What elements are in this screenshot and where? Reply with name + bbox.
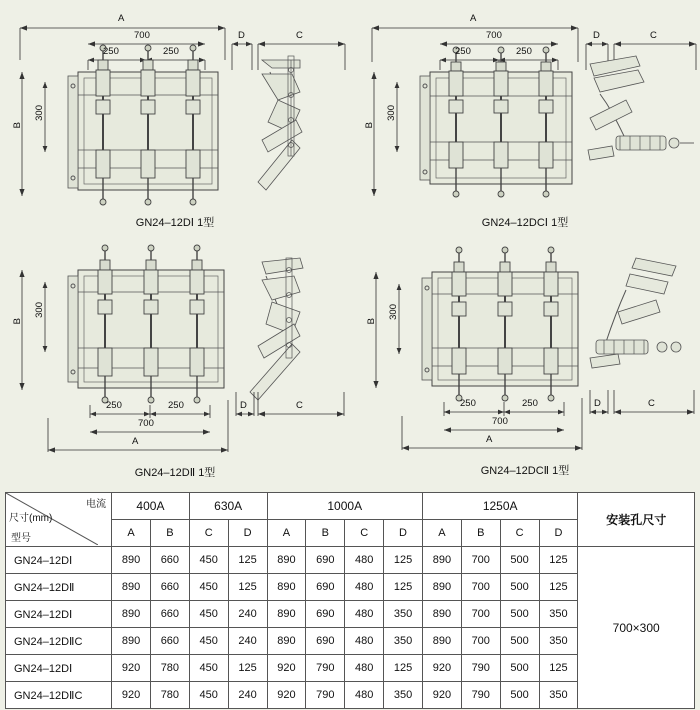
- cell: 450: [189, 601, 228, 628]
- cell: 480: [345, 655, 384, 682]
- dim-label-250-right: 250: [522, 398, 538, 409]
- cell: 920: [422, 655, 461, 682]
- cell: 240: [228, 601, 267, 628]
- dim-label-300: 300: [386, 105, 397, 121]
- sub-header-a-2: A: [267, 520, 306, 547]
- cell: 125: [539, 655, 578, 682]
- cell: 480: [345, 574, 384, 601]
- table-header-row-groups: [6, 493, 695, 520]
- dim-label-D: D: [238, 30, 245, 41]
- cell: 480: [345, 682, 384, 709]
- cell: 690: [306, 547, 345, 574]
- cell: 890: [112, 628, 151, 655]
- cell: 125: [228, 655, 267, 682]
- row-model: GN24–12DⅡC: [6, 682, 112, 709]
- caption-gn24-12dc-ii: GN24–12DCⅡ 1型: [480, 465, 570, 477]
- cell: 890: [267, 574, 306, 601]
- sub-header-b-1: B: [150, 520, 189, 547]
- cell: 350: [384, 601, 423, 628]
- dim-label-250-left: 250: [106, 400, 122, 411]
- group-header-630a: 630A: [189, 493, 267, 520]
- cell: 350: [384, 682, 423, 709]
- dim-label-A: A: [486, 434, 493, 445]
- dim-label-D: D: [593, 30, 600, 41]
- cell: 500: [500, 682, 539, 709]
- dim-label-C: C: [296, 30, 303, 41]
- cell: 700: [461, 574, 500, 601]
- cell: 480: [345, 601, 384, 628]
- sub-header-c-3: C: [500, 520, 539, 547]
- caption-gn24-12d-i: GN24–12DⅠ 1型: [135, 217, 215, 229]
- dim-label-250-right: 250: [516, 46, 532, 57]
- dim-label-A: A: [470, 13, 477, 24]
- cell: 780: [150, 655, 189, 682]
- cell: 660: [150, 628, 189, 655]
- cell: 450: [189, 655, 228, 682]
- cell: 240: [228, 682, 267, 709]
- cell: 125: [539, 547, 578, 574]
- cell: 350: [384, 628, 423, 655]
- cell: 790: [306, 655, 345, 682]
- dim-label-300: 300: [34, 302, 45, 318]
- switchgear-side-view: [250, 258, 303, 400]
- cell: 450: [189, 547, 228, 574]
- corner-current-label: 电流: [86, 499, 107, 510]
- group-header-400a: 400A: [112, 493, 190, 520]
- switchgear-side-view: [590, 258, 681, 368]
- cell: 240: [228, 628, 267, 655]
- dim-label-D: D: [594, 398, 601, 409]
- cell: 125: [228, 547, 267, 574]
- dim-label-250-right: 250: [168, 400, 184, 411]
- table-corner-cell: [6, 493, 112, 547]
- dim-label-A: A: [132, 436, 139, 447]
- cell: 450: [189, 574, 228, 601]
- group-header-1000a: 1000A: [267, 493, 422, 520]
- spec-table-wrapper: [5, 492, 695, 709]
- cell: 890: [112, 547, 151, 574]
- cell: 500: [500, 547, 539, 574]
- dim-label-700: 700: [492, 416, 508, 427]
- cell: 700: [461, 628, 500, 655]
- sub-header-d-1: D: [228, 520, 267, 547]
- mount-hole-header: 安装孔尺寸: [578, 493, 695, 547]
- cell: 125: [384, 547, 423, 574]
- diagram-gn24-12dc-i: [350, 0, 700, 235]
- cell: 890: [267, 601, 306, 628]
- switchgear-front-view: [422, 247, 578, 401]
- dim-label-700: 700: [138, 418, 154, 429]
- caption-gn24-12dc-i: GN24–12DCⅠ 1型: [481, 217, 569, 229]
- dim-label-D: D: [240, 400, 247, 411]
- cell: 790: [306, 682, 345, 709]
- row-model: GN24–12DⅠ: [6, 655, 112, 682]
- dim-label-B: B: [12, 122, 23, 129]
- dim-label-300: 300: [388, 304, 399, 320]
- diagram-gn24-12dc-i-drawing: [350, 0, 700, 235]
- dim-label-250-left: 250: [460, 398, 476, 409]
- cell: 890: [422, 628, 461, 655]
- cell: 920: [267, 655, 306, 682]
- dim-label-C: C: [296, 400, 303, 411]
- diagram-gn24-12d-i: [0, 0, 350, 235]
- sub-header-d-2: D: [384, 520, 423, 547]
- cell: 890: [112, 601, 151, 628]
- dim-label-250-left: 250: [455, 46, 471, 57]
- dim-label-B: B: [364, 122, 375, 129]
- cell: 690: [306, 601, 345, 628]
- switchgear-front-view: [68, 45, 218, 205]
- row-model: GN24–12DⅠ: [6, 547, 112, 574]
- cell: 890: [267, 547, 306, 574]
- switchgear-side-view: [258, 56, 302, 190]
- cell: 480: [345, 547, 384, 574]
- cell: 890: [422, 574, 461, 601]
- cell: 125: [384, 574, 423, 601]
- cell: 790: [461, 682, 500, 709]
- sub-header-a-1: A: [112, 520, 151, 547]
- switchgear-side-view: [588, 56, 694, 160]
- cell: 700: [461, 601, 500, 628]
- cell: 920: [112, 682, 151, 709]
- row-model: GN24–12DⅡC: [6, 628, 112, 655]
- dim-label-250-left: 250: [103, 46, 119, 57]
- dim-label-700: 700: [486, 30, 502, 41]
- cell: 690: [306, 628, 345, 655]
- cell: 890: [112, 574, 151, 601]
- sub-header-d-3: D: [539, 520, 578, 547]
- cell: 350: [539, 601, 578, 628]
- sub-header-a-3: A: [422, 520, 461, 547]
- cell: 450: [189, 628, 228, 655]
- cell: 660: [150, 601, 189, 628]
- cell: 660: [150, 547, 189, 574]
- switchgear-front-view: [420, 47, 572, 197]
- cell: 500: [500, 655, 539, 682]
- row-model: GN24–12DⅠ: [6, 601, 112, 628]
- cell: 890: [422, 601, 461, 628]
- mount-hole-value: 700×300: [578, 547, 695, 709]
- cell: 920: [112, 655, 151, 682]
- diagram-gn24-12dc-ii-drawing: [350, 240, 700, 488]
- cell: 920: [267, 682, 306, 709]
- cell: 350: [539, 682, 578, 709]
- row-model: GN24–12DⅡ: [6, 574, 112, 601]
- cell: 660: [150, 574, 189, 601]
- sub-header-b-2: B: [306, 520, 345, 547]
- sub-header-c-1: C: [189, 520, 228, 547]
- dim-label-700: 700: [134, 30, 150, 41]
- cell: 700: [461, 547, 500, 574]
- dim-label-C: C: [650, 30, 657, 41]
- cell: 450: [189, 682, 228, 709]
- cell: 125: [384, 655, 423, 682]
- dim-label-B: B: [366, 318, 377, 325]
- dim-label-300: 300: [34, 105, 45, 121]
- diagram-gn24-12d-ii: [0, 240, 350, 488]
- cell: 350: [539, 628, 578, 655]
- cell: 125: [539, 574, 578, 601]
- corner-model-label: 型号: [11, 533, 31, 544]
- switchgear-front-view: [68, 245, 224, 403]
- cell: 690: [306, 574, 345, 601]
- cell: 125: [228, 574, 267, 601]
- cell: 890: [267, 628, 306, 655]
- corner-size-label: 尺寸(mm): [9, 513, 53, 524]
- spec-table: [5, 492, 695, 709]
- cell: 500: [500, 601, 539, 628]
- dim-label-250-right: 250: [163, 46, 179, 57]
- sub-header-c-2: C: [345, 520, 384, 547]
- cell: 790: [461, 655, 500, 682]
- cell: 890: [422, 547, 461, 574]
- cell: 500: [500, 628, 539, 655]
- diagram-gn24-12dc-ii: [350, 240, 700, 488]
- cell: 780: [150, 682, 189, 709]
- cell: 920: [422, 682, 461, 709]
- sub-header-b-3: B: [461, 520, 500, 547]
- dim-label-C: C: [648, 398, 655, 409]
- table-row: [6, 547, 695, 574]
- dim-label-B: B: [12, 318, 23, 325]
- cell: 480: [345, 628, 384, 655]
- group-header-1250a: 1250A: [422, 493, 577, 520]
- caption-gn24-12d-ii: GN24–12DⅡ 1型: [134, 467, 216, 479]
- cell: 500: [500, 574, 539, 601]
- dim-label-A: A: [118, 13, 125, 24]
- diagram-gn24-12d-ii-drawing: [0, 240, 350, 488]
